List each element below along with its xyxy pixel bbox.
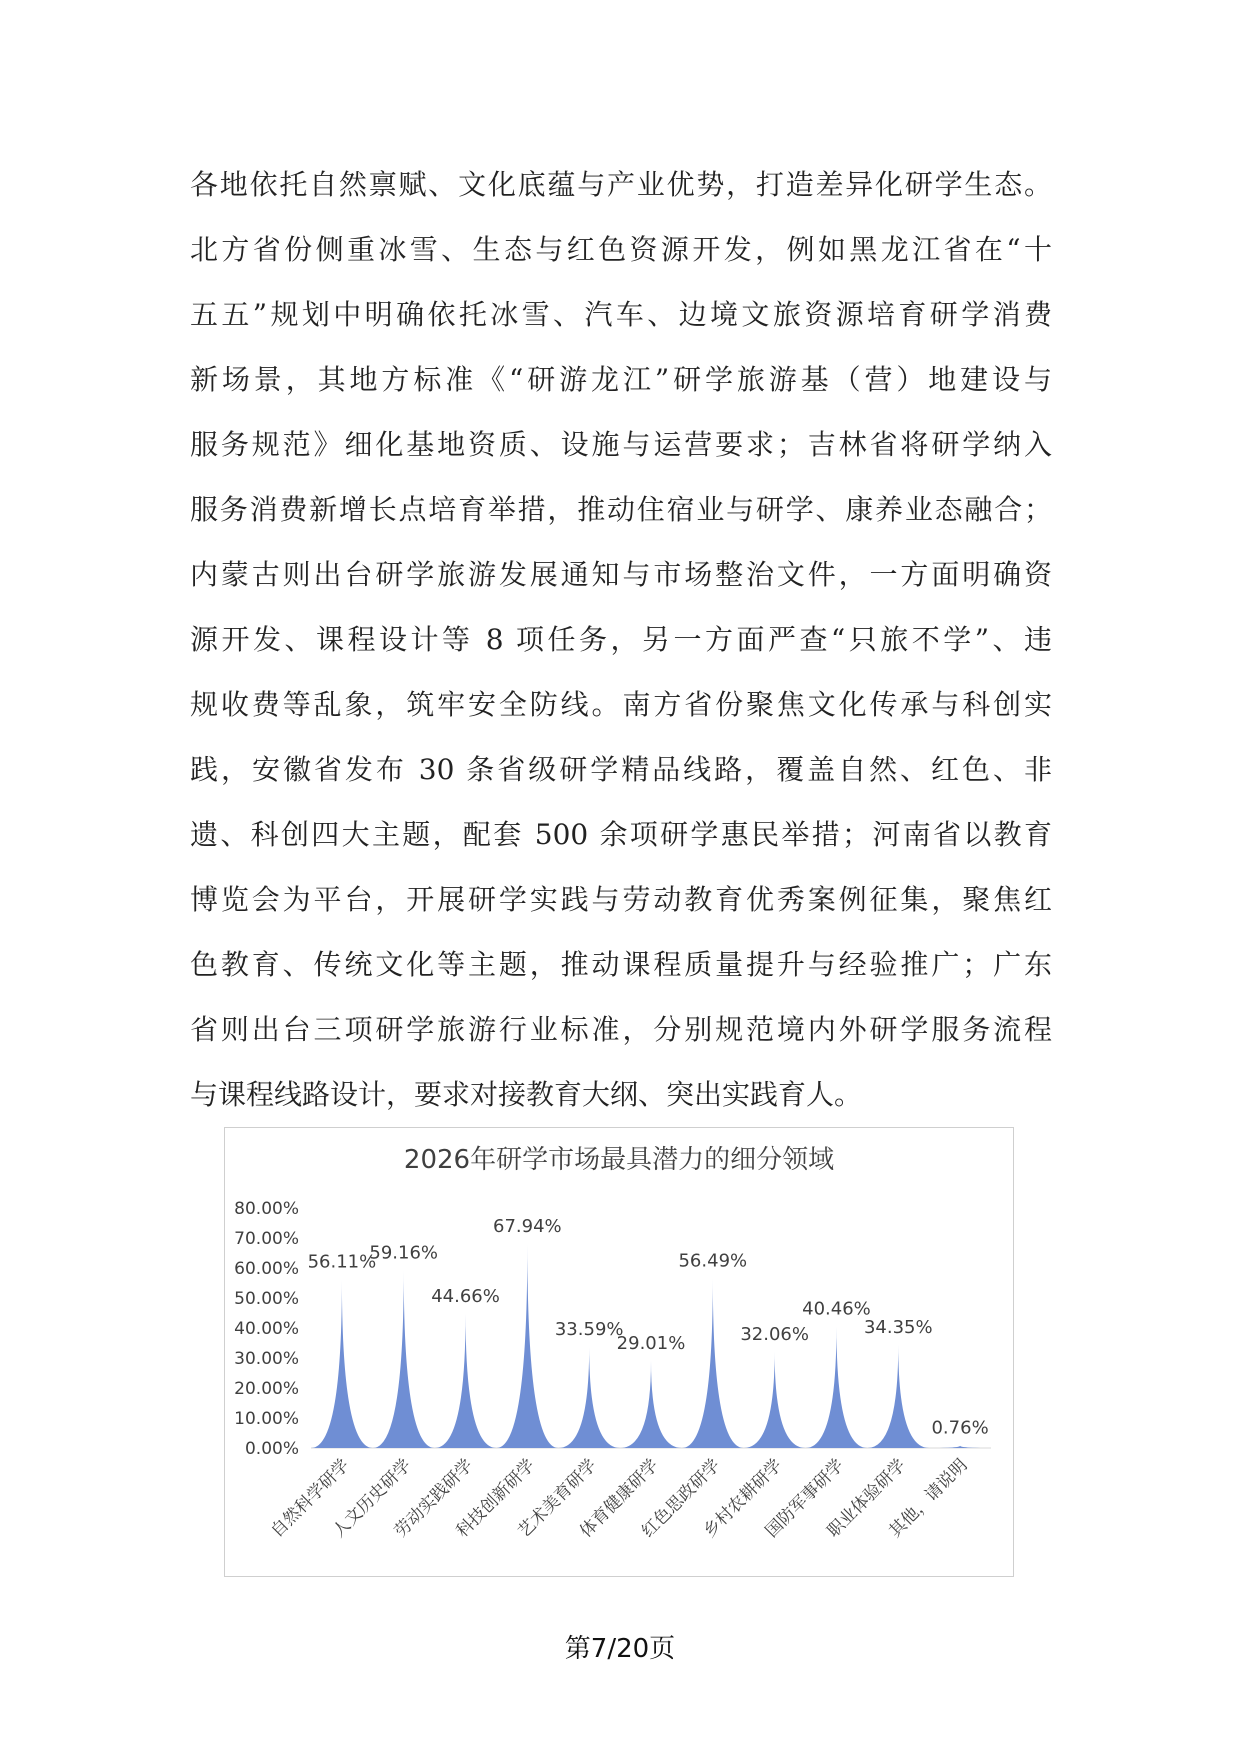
data-label: 56.49% — [678, 1250, 748, 1272]
bar — [867, 1345, 929, 1448]
chart-title: 2026年研学市场最具潜力的细分领域 — [403, 1145, 835, 1175]
bar — [620, 1361, 682, 1448]
x-tick-label: 劳动实践研学 — [390, 1455, 478, 1542]
bar — [373, 1271, 435, 1448]
x-tick-label: 体育健康研学 — [576, 1455, 663, 1542]
page-number: 第7/20页 — [564, 1634, 676, 1664]
paragraph-line: 服务消费新增长点培育举措，推动住宿业与研学、康养业态融合； — [190, 493, 1052, 526]
y-tick-label: 0.00% — [244, 1439, 299, 1459]
x-tick-label: 人文历史研学 — [328, 1455, 416, 1542]
data-label: 56.11% — [307, 1251, 377, 1273]
paragraph-line: 源开发、课程设计等 8 项任务，另一方面严查“只旅不学”、违 — [190, 623, 1052, 656]
bar — [558, 1347, 620, 1448]
x-tick-label: 科技创新研学 — [452, 1455, 539, 1542]
data-label: 33.59% — [554, 1319, 624, 1341]
paragraph-line: 遗、科创四大主题，配套 500 余项研学惠民举措；河南省以教育 — [190, 818, 1052, 851]
y-tick-label: 40.00% — [234, 1319, 299, 1339]
y-tick-label: 80.00% — [234, 1199, 299, 1219]
body-text — [190, 152, 1052, 1127]
paragraph-line: 博览会为平台，开展研学实践与劳动教育优秀案例征集，聚焦红 — [190, 883, 1052, 916]
paragraph-line: 色教育、传统文化等主题，推动课程质量提升与经验推广；广东 — [190, 948, 1052, 981]
bar — [435, 1314, 497, 1448]
paragraph-line: 践，安徽省发布 30 条省级研学精品线路，覆盖自然、红色、非 — [190, 753, 1052, 786]
paragraph-line: 新场景，其地方标准《“研游龙江”研学旅游基（营）地建设与 — [190, 363, 1052, 396]
y-tick-label: 10.00% — [234, 1409, 299, 1429]
paragraph-line: 北方省份侧重冰雪、生态与红色资源开发，例如黑龙江省在“十 — [190, 233, 1052, 266]
x-tick-label: 自然科学研学 — [267, 1455, 354, 1542]
bar — [311, 1280, 373, 1448]
x-tick-label: 其他，请说明 — [885, 1455, 972, 1542]
bar — [496, 1244, 558, 1448]
data-label: 59.16% — [369, 1242, 439, 1264]
paragraph-line: 规收费等乱象，筑牢安全防线。南方省份聚焦文化传承与科创实 — [190, 688, 1052, 721]
x-tick-label: 国防军事研学 — [761, 1455, 848, 1542]
paragraph-line: 与课程线路设计，要求对接教育大纲、突出实践育人。 — [190, 1078, 863, 1111]
data-label: 32.06% — [740, 1323, 809, 1345]
y-tick-label: 50.00% — [234, 1289, 299, 1309]
x-tick-label: 职业体验研学 — [823, 1455, 910, 1542]
paragraph-line: 服务规范》细化基地资质、设施与运营要求；吉林省将研学纳入 — [190, 428, 1052, 461]
data-label: 67.94% — [493, 1216, 562, 1238]
paragraph-line: 各地依托自然禀赋、文化底蕴与产业优势，打造差异化研学生态。 — [190, 168, 1052, 201]
data-label: 44.66% — [431, 1286, 500, 1308]
x-tick-label: 乡村农耕研学 — [699, 1455, 787, 1542]
chart-frame — [224, 1127, 1014, 1577]
data-label: 34.35% — [863, 1316, 933, 1338]
bar — [744, 1352, 806, 1448]
x-tick-label: 红色思政研学 — [638, 1455, 725, 1542]
paragraph-line: 五五”规划中明确依托冰雪、汽车、边境文旅资源培育研学消费 — [190, 298, 1052, 331]
bar — [682, 1279, 744, 1448]
paragraph-line: 省则出台三项研学旅游行业标准，分别规范境内外研学服务流程 — [190, 1013, 1052, 1046]
y-tick-label: 30.00% — [234, 1349, 299, 1369]
data-label: 0.76% — [931, 1417, 989, 1439]
x-tick-label: 艺术美育研学 — [514, 1455, 601, 1542]
y-tick-label: 70.00% — [234, 1229, 299, 1249]
y-tick-label: 20.00% — [234, 1379, 299, 1399]
y-tick-label: 60.00% — [234, 1259, 299, 1279]
bar — [806, 1327, 868, 1448]
data-label: 29.01% — [616, 1332, 686, 1354]
data-label: 40.46% — [802, 1298, 871, 1320]
paragraph-line: 内蒙古则出台研学旅游发展通知与市场整治文件，一方面明确资 — [190, 558, 1052, 591]
bar-chart — [225, 1128, 1013, 1576]
